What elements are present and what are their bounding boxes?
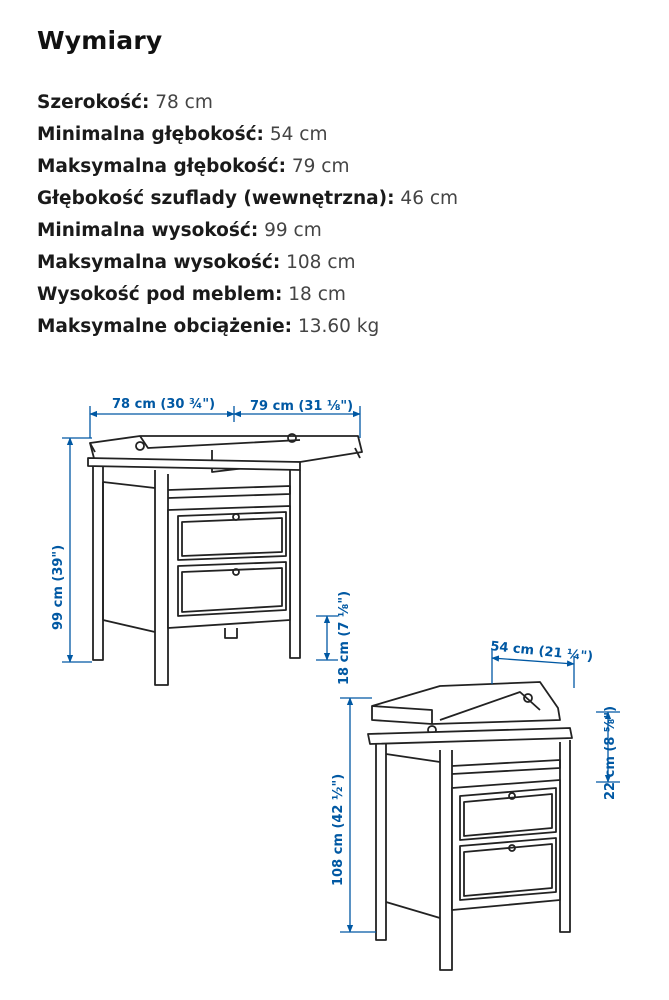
spec-under-height xyxy=(37,279,458,311)
dim-depth-open: 79 cm (31 ⅛") xyxy=(250,399,354,414)
page-title: Wymiary xyxy=(37,26,163,55)
spec-label: Szerokość: xyxy=(37,92,150,113)
spec-max-depth xyxy=(37,151,458,183)
dim-under-height: 18 cm (7 ⅛") xyxy=(337,590,352,685)
spec-value: 54 cm xyxy=(269,124,328,145)
spec-label: Maksymalna głębokość: xyxy=(37,156,286,177)
spec-min-height xyxy=(37,215,458,247)
dim-height-max: 108 cm (42 ½") xyxy=(331,773,346,886)
changing-table-open-illustration xyxy=(88,434,362,685)
spec-value: 108 cm xyxy=(286,252,356,273)
spec-label: Minimalna wysokość: xyxy=(37,220,259,241)
spec-label: Wysokość pod meblem: xyxy=(37,284,283,305)
spec-max-height xyxy=(37,247,458,279)
changing-table-closed-illustration xyxy=(368,682,572,970)
spec-value: 99 cm xyxy=(264,220,322,241)
spec-width xyxy=(37,87,458,119)
dim-height-min: 99 cm (39") xyxy=(51,544,66,630)
spec-value: 79 cm xyxy=(291,156,350,177)
dimension-drawing xyxy=(0,370,669,1000)
spec-value: 46 cm xyxy=(400,188,459,209)
spec-value: 13.60 kg xyxy=(297,316,380,337)
spec-min-depth xyxy=(37,119,458,151)
spec-value: 78 cm xyxy=(155,92,213,113)
spec-label: Maksymalna wysokość: xyxy=(37,252,281,273)
spec-label: Maksymalne obciążenie: xyxy=(37,316,293,337)
dim-width-open: 78 cm (30 ¾") xyxy=(112,397,216,412)
spec-value: 18 cm xyxy=(288,284,346,305)
spec-label: Głębokość szuflady (wewnętrzna): xyxy=(37,188,395,209)
dim-depth-closed: 54 cm (21 ¼") xyxy=(489,639,594,665)
spec-drawer-depth xyxy=(37,183,458,215)
dimensions-list xyxy=(37,87,458,343)
spec-label: Minimalna głębokość: xyxy=(37,124,264,145)
spec-max-load xyxy=(37,311,458,343)
dim-top-height: 22 cm (8 ⅝") xyxy=(603,705,618,800)
